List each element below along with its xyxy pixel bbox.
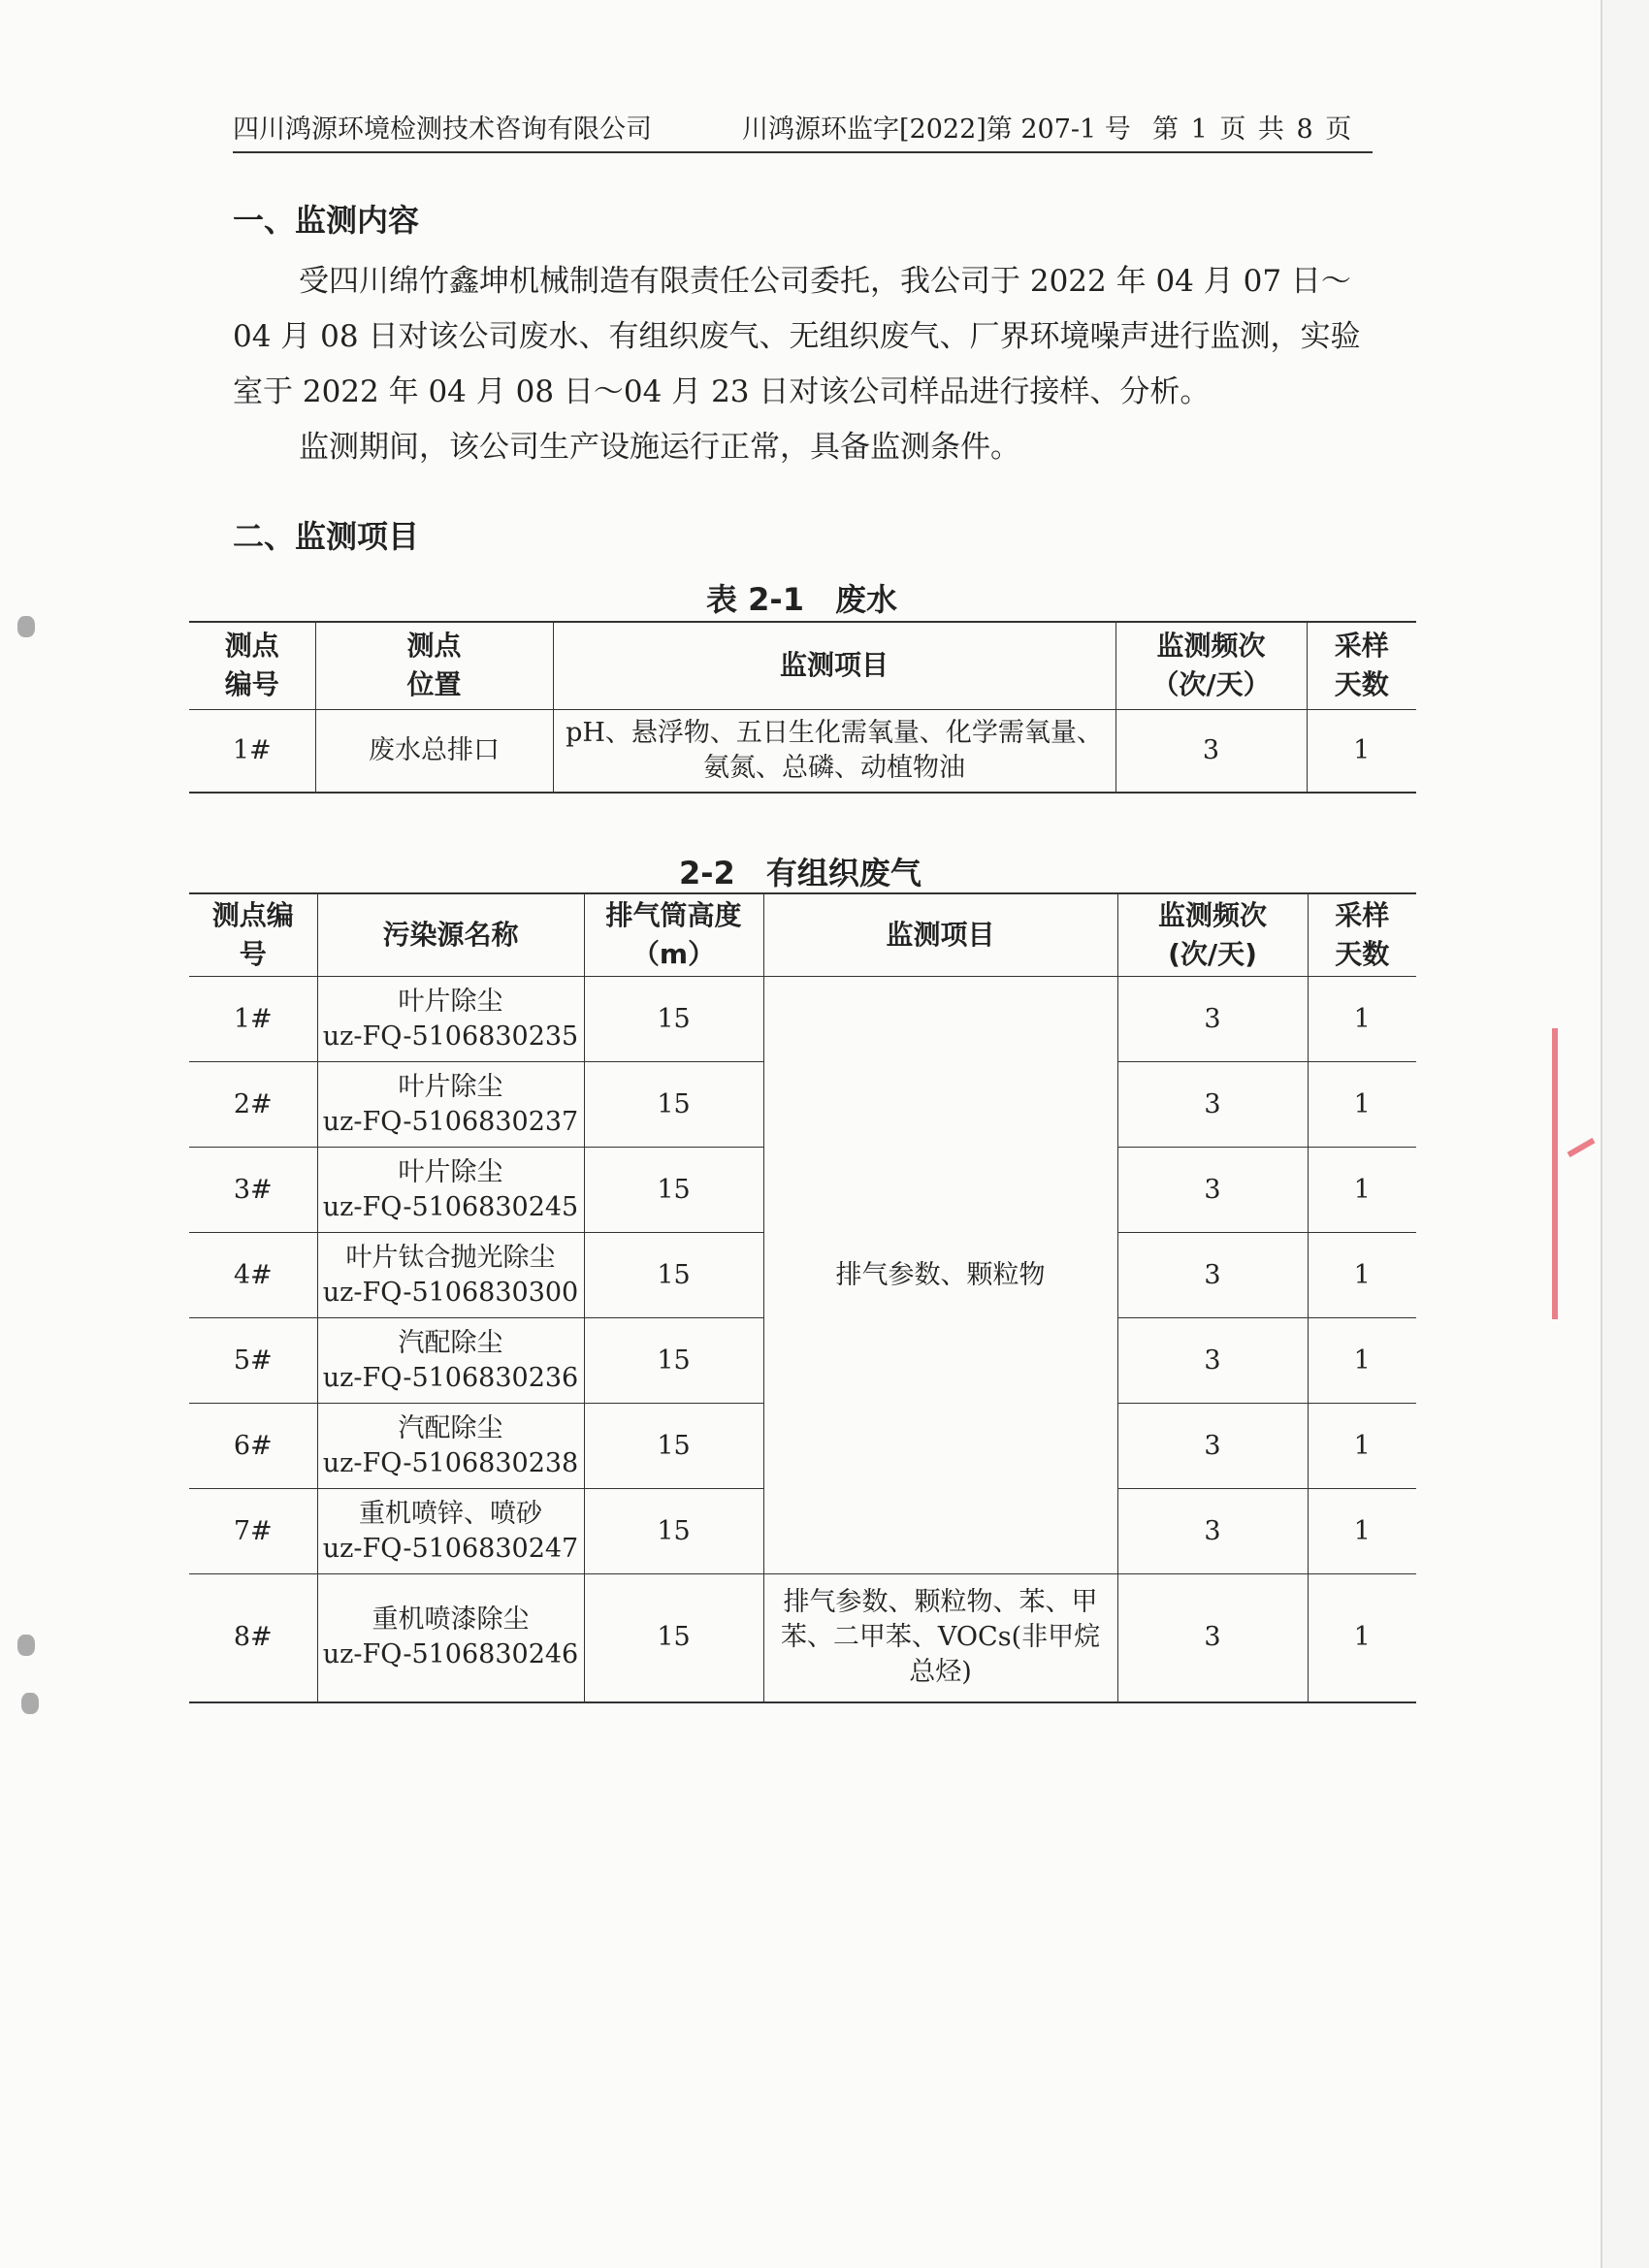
- cell-height: 15: [584, 977, 763, 1062]
- cell-source: 重机喷漆除尘 uz-FQ-5106830246: [317, 1574, 584, 1702]
- header-report-number: 川鸿源环监字[2022]第 207-1 号: [742, 114, 1131, 145]
- table-row: [189, 977, 1416, 1062]
- table2-header-row: [189, 893, 1416, 977]
- cell-days: 1: [1307, 709, 1416, 793]
- table2-title: 2-2 有组织废气: [679, 855, 922, 891]
- table2-header-source: 污染源名称: [317, 893, 584, 977]
- cell-items: 排气参数、颗粒物、苯、甲 苯、二甲苯、VOCs(非甲烷 总烃): [763, 1574, 1117, 1702]
- stamp-edge-mark: [1568, 1138, 1596, 1157]
- cell-source: 重机喷锌、喷砂 uz-FQ-5106830247: [317, 1489, 584, 1574]
- cell-frequency: 3: [1117, 1489, 1308, 1574]
- table2-header-days: 采样 天数: [1308, 893, 1416, 977]
- table1-header-row: [189, 622, 1416, 709]
- cell-height: 15: [584, 1233, 763, 1318]
- table1-title: 表 2-1 废水: [706, 581, 897, 618]
- cell-height: 15: [584, 1489, 763, 1574]
- cell-days: 1: [1308, 1318, 1416, 1404]
- table-row: [189, 1574, 1416, 1702]
- header-page-number: 第 1 页 共 8 页: [1152, 114, 1354, 145]
- cell-height: 15: [584, 1404, 763, 1489]
- cell-source: 汽配除尘 uz-FQ-5106830238: [317, 1404, 584, 1489]
- cell-id: 1#: [189, 709, 315, 793]
- page-header: [233, 109, 1373, 153]
- cell-frequency: 3: [1117, 977, 1308, 1062]
- cell-days: 1: [1308, 1233, 1416, 1318]
- cell-days: 1: [1308, 977, 1416, 1062]
- cell-height: 15: [584, 1318, 763, 1404]
- cell-height: 15: [584, 1574, 763, 1702]
- cell-id: 2#: [189, 1062, 317, 1148]
- cell-days: 1: [1308, 1148, 1416, 1233]
- table1-header-items: 监测项目: [553, 622, 1116, 709]
- cell-id: 4#: [189, 1233, 317, 1318]
- cell-days: 1: [1308, 1489, 1416, 1574]
- cell-frequency: 3: [1116, 709, 1307, 793]
- cell-id: 8#: [189, 1574, 317, 1702]
- table1-header-days: 采样 天数: [1307, 622, 1416, 709]
- cell-location: 废水总排口: [315, 709, 553, 793]
- punch-hole-mark: [17, 1635, 35, 1656]
- section1-paragraph-2: 监测期间，该公司生产设施运行正常，具备监测条件。: [299, 430, 1020, 465]
- section1-paragraph: 受四川绵竹鑫坤机械制造有限责任公司委托，我公司于 2022 年 04 月 07 日～04 月 08 日对该公司废水、有组织废气、无组织废气、厂界环境噪声进行监测，实验室于 2022 年 04 月 08 日～04 月 23 日对该公司样品进行接样、分析。: [233, 264, 1361, 409]
- cell-id: 5#: [189, 1318, 317, 1404]
- cell-items: pH、悬浮物、五日生化需氧量、化学需氧量、 氨氮、总磷、动植物油: [553, 709, 1116, 793]
- cell-source: 叶片钛合抛光除尘 uz-FQ-5106830300: [317, 1233, 584, 1318]
- table2-header-height: 排气筒高度 （m）: [584, 893, 763, 977]
- cell-height: 15: [584, 1148, 763, 1233]
- cell-frequency: 3: [1117, 1233, 1308, 1318]
- cell-id: 1#: [189, 977, 317, 1062]
- section1-body: [233, 254, 1368, 475]
- cell-id: 3#: [189, 1148, 317, 1233]
- table1-header-id: 测点 编号: [189, 622, 315, 709]
- cell-days: 1: [1308, 1062, 1416, 1148]
- cell-items-merged: 排气参数、颗粒物: [763, 977, 1117, 1574]
- section-title-monitoring-items: 二、监测项目: [233, 518, 420, 555]
- table1-header-location: 测点 位置: [315, 622, 553, 709]
- punch-hole-mark: [17, 616, 35, 637]
- header-company: 四川鸿源环境检测技术咨询有限公司: [233, 114, 652, 145]
- cell-frequency: 3: [1117, 1318, 1308, 1404]
- table1-header-frequency: 监测频次 （次/天）: [1116, 622, 1307, 709]
- table2-header-id: 测点编 号: [189, 893, 317, 977]
- section-title-monitoring-content: 一、监测内容: [233, 202, 420, 239]
- cell-days: 1: [1308, 1404, 1416, 1489]
- cell-source: 叶片除尘 uz-FQ-5106830237: [317, 1062, 584, 1148]
- cell-height: 15: [584, 1062, 763, 1148]
- table2-header-items: 监测项目: [763, 893, 1117, 977]
- punch-hole-mark: [21, 1693, 39, 1714]
- cell-id: 6#: [189, 1404, 317, 1489]
- cell-source: 叶片除尘 uz-FQ-5106830235: [317, 977, 584, 1062]
- table-row: [189, 709, 1416, 793]
- cell-frequency: 3: [1117, 1148, 1308, 1233]
- wastewater-table: [189, 621, 1416, 794]
- cell-frequency: 3: [1117, 1574, 1308, 1702]
- table2-header-frequency: 监测频次 (次/天): [1117, 893, 1308, 977]
- cell-days: 1: [1308, 1574, 1416, 1702]
- cell-source: 汽配除尘 uz-FQ-5106830236: [317, 1318, 584, 1404]
- cell-frequency: 3: [1117, 1062, 1308, 1148]
- cell-frequency: 3: [1117, 1404, 1308, 1489]
- stamp-edge-mark: [1552, 1028, 1558, 1319]
- cell-id: 7#: [189, 1489, 317, 1574]
- organized-exhaust-table: [189, 892, 1416, 1703]
- cell-source: 叶片除尘 uz-FQ-5106830245: [317, 1148, 584, 1233]
